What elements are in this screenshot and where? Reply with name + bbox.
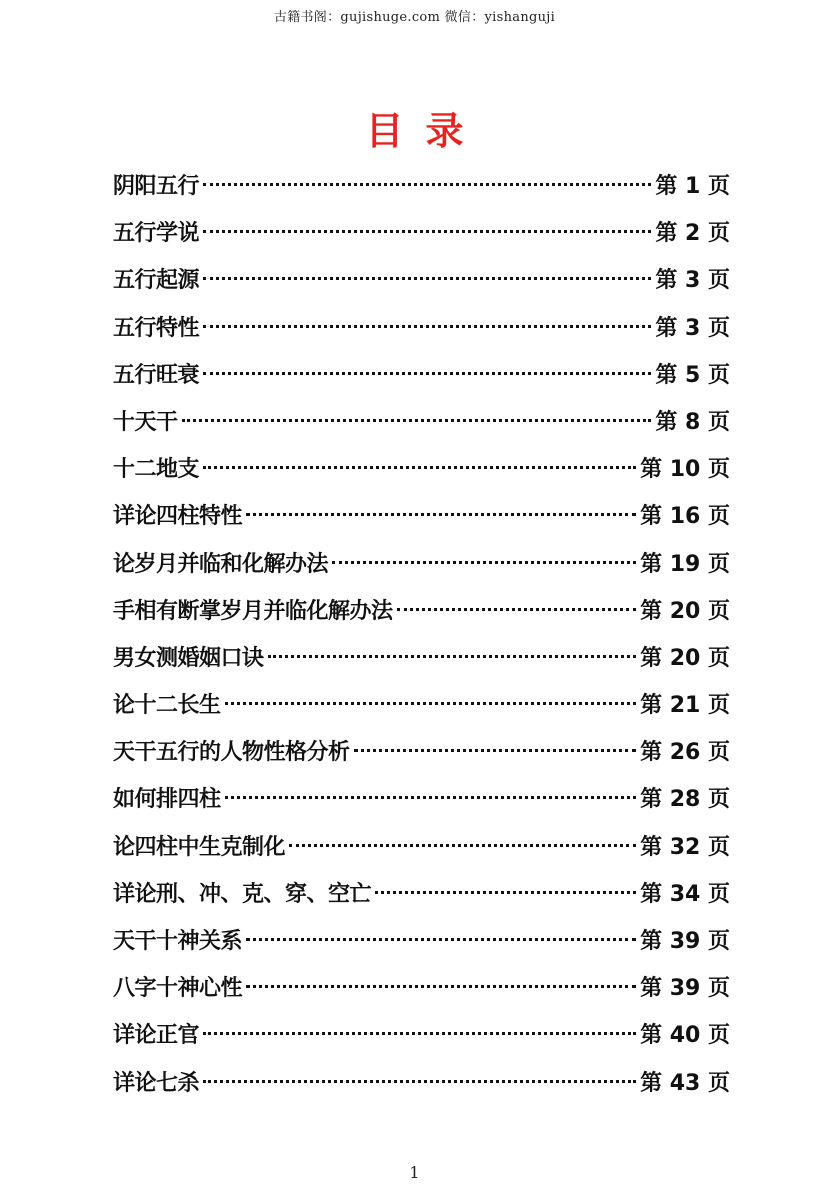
toc-entry-title: 详论四柱特性 [113,504,243,530]
dot-leader [203,325,651,328]
toc-entry-title: 八字十神心性 [113,976,243,1002]
table-of-contents [113,163,730,1107]
toc-entry-page: 第 39 页 [640,929,730,954]
toc-entry[interactable] [113,257,730,304]
toc-entry-page: 第 20 页 [640,598,730,624]
toc-entry-page: 第 40 页 [640,1023,730,1049]
dot-leader [203,230,651,233]
toc-entry[interactable] [113,305,730,352]
toc-entry-title: 十天干 [113,409,178,435]
toc-entry[interactable] [113,210,730,257]
toc-entry-page: 第 34 页 [640,881,730,907]
toc-entry-page: 第 2 页 [655,221,730,247]
toc-entry-page: 第 10 页 [640,457,730,483]
dot-leader [375,891,636,894]
toc-entry[interactable] [113,163,730,210]
toc-entry[interactable] [113,824,730,871]
dot-leader [225,702,637,705]
toc-entry[interactable] [113,776,730,823]
toc-entry[interactable] [113,446,730,493]
dot-leader [182,419,652,422]
toc-entry[interactable] [113,729,730,776]
dot-leader [246,985,636,988]
toc-entry[interactable] [113,493,730,540]
toc-entry-page: 第 19 页 [640,551,730,577]
toc-entry-title: 阴阳五行 [113,174,200,199]
dot-leader [203,183,651,186]
dot-leader [203,1032,636,1035]
page-number: 1 [409,1163,420,1182]
toc-entry[interactable] [113,871,730,918]
toc-entry[interactable] [113,352,730,399]
dot-leader [354,749,637,752]
dot-leader [268,655,637,658]
toc-entry-title: 天干五行的人物性格分析 [113,740,350,766]
page-title: 目录 [365,109,486,153]
toc-entry-page: 第 16 页 [640,504,730,530]
toc-entry-title: 详论七杀 [113,1070,200,1096]
toc-entry-title: 五行特性 [113,315,200,341]
toc-entry-page: 第 5 页 [655,362,730,388]
toc-entry-title: 详论刑、冲、克、穿、空亡 [113,881,372,907]
toc-entry-title: 五行起源 [113,268,200,294]
toc-entry-title: 论岁月并临和化解办法 [113,551,329,577]
toc-entry-title: 五行旺衰 [113,362,200,388]
toc-entry-title: 论四柱中生克制化 [113,834,286,860]
toc-entry[interactable] [113,1060,730,1107]
toc-entry-title: 论十二长生 [113,693,221,719]
header-watermark: 古籍书阁：gujishuge.com 微信：yishanguji [273,10,556,25]
toc-entry-page: 第 43 页 [640,1070,730,1096]
toc-entry-page: 第 3 页 [655,268,730,294]
dot-leader [397,608,637,611]
toc-entry-page: 第 3 页 [655,315,730,341]
toc-entry[interactable] [113,399,730,446]
toc-entry[interactable] [113,1012,730,1059]
toc-entry[interactable] [113,965,730,1012]
dot-leader [246,938,636,941]
toc-entry-page: 第 8 页 [655,409,730,435]
toc-entry[interactable] [113,541,730,588]
toc-entry[interactable] [113,635,730,682]
toc-entry[interactable] [113,588,730,635]
dot-leader [332,561,636,564]
toc-entry-page: 第 32 页 [640,834,730,860]
toc-entry-title: 手相有断掌岁月并临化解办法 [113,598,393,624]
toc-entry-page: 第 1 页 [655,174,730,199]
dot-leader [203,1080,636,1083]
toc-entry[interactable] [113,918,730,965]
toc-entry-page: 第 26 页 [640,740,730,766]
toc-entry-page: 第 39 页 [640,976,730,1002]
toc-entry-title: 如何排四柱 [113,787,221,813]
dot-leader [203,466,636,469]
toc-entry[interactable] [113,682,730,729]
dot-leader [203,372,651,375]
toc-entry-title: 天干十神关系 [113,929,243,954]
dot-leader [203,277,651,280]
toc-entry-page: 第 20 页 [640,645,730,671]
toc-entry-title: 详论正官 [113,1023,200,1049]
toc-entry-page: 第 28 页 [640,787,730,813]
toc-entry-title: 男女测婚姻口诀 [113,645,264,671]
dot-leader [225,796,637,799]
toc-entry-page: 第 21 页 [640,693,730,719]
dot-leader [289,844,636,847]
dot-leader [246,513,636,516]
toc-entry-title: 十二地支 [113,457,200,483]
toc-entry-title: 五行学说 [113,221,200,247]
